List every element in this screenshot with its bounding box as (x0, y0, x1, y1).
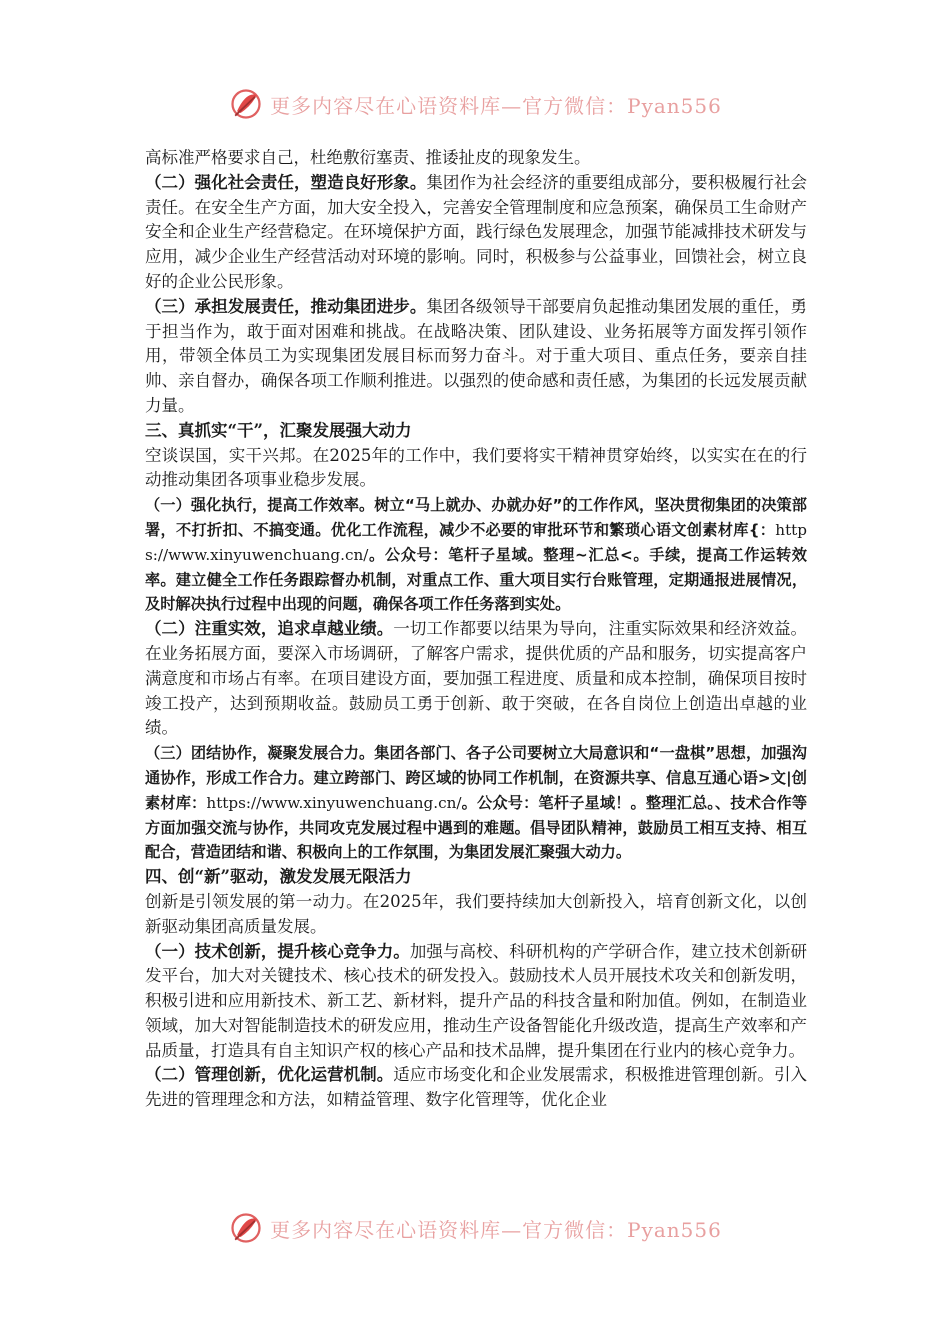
footer-watermark-banner (0, 1208, 950, 1248)
watermark-text: 更多内容尽在心语资料库—官方微信：Pyan556 (270, 1217, 722, 1242)
paragraph-lead: （二）管理创新，优化运营机制。 (145, 1065, 394, 1085)
header-watermark-banner (0, 84, 950, 124)
paragraph: （三）承担发展责任，推动集团进步。集团各级领导干部要肩负起推动集团发展的重任，勇于担当作为，敢于面对困难和挑战。在战略决策、团队建设、业务拓展等方面发挥引领作用，带领全体员工为实现集团发展目标而努力奋斗。对于重大项目、重点任务，要亲自挂帅、亲自督办，确保各项工作顺利推进。以强烈的使命感和责任感，为集团的长远发展贡献力量。 (145, 296, 808, 415)
source-url: https://www.xinyuwenchuang.cn/ (145, 520, 807, 564)
paragraph: （三）团结协作，凝聚发展合力。集团各部门、各子公司要树立大局意识和“一盘棋”思想，加强沟通协作，形成工作合力。建立跨部门、跨区域的协同工作机制，在资源共享、信息互通心语>文|创素材库：https://www.xinyuwenchuang.cn/。公众号：笔杆子星域！。整理汇总。、技术合作等方面加强交流与协作，共同攻克发展过程中遇到的难题。倡导团队精神，鼓励员工相互支持、相互配合，营造团结和谐、积极向上的工作氛围，为集团发展汇聚强大动力。 (145, 744, 808, 862)
paragraph: 创新是引领发展的第一动力。在2025年，我们要持续加大创新投入，培育创新文化，以创新驱动集团高质量发展。 (145, 891, 807, 936)
source-url: https://www.xinyuwenchuang.cn/ (206, 793, 462, 812)
paragraph: 高标准严格要求自己，杜绝敷衍塞责、推诿扯皮的现象发生。 (145, 148, 591, 167)
section-heading: 四、创“新”驱动，激发发展无限活力 (145, 867, 412, 887)
paragraph: （二）管理创新，优化运营机制。适应市场变化和企业发展需求，积极推进管理创新。引入先进的管理理念和方法，如精益管理、数字化管理等，优化企业 (145, 1065, 808, 1110)
watermark-text: 更多内容尽在心语资料库—官方微信：Pyan556 (270, 93, 722, 118)
section-heading: 三、真抓实“干”，汇聚发展强大动力 (145, 420, 412, 440)
paragraph-lead: （二）注重实效，追求卓越业绩。 (145, 619, 394, 639)
watermark-logo-icon (228, 1210, 264, 1246)
paragraph: （一）技术创新，提升核心竞争力。加强与高校、科研机构的产学研合作，建立技术创新研发平台，加大对关键技术、核心技术的研发投入。鼓励技术人员开展技术攻关和创新发明，积极引进和应用新技术、新工艺、新材料，提升产品的科技含量和附加值。例如，在制造业领域，加大对智能制造技术的研发应用，推动生产设备智能化升级改造，提高生产效率和产品质量，打造具有自主知识产权的核心产品和技术品牌，提升集团在行业内的核心竞争力。 (145, 941, 808, 1060)
paragraph-lead: （二）强化社会责任，塑造良好形象。 (145, 172, 427, 192)
paragraph: （二）强化社会责任，塑造良好形象。集团作为社会经济的重要组成部分，要积极履行社会责任。在安全生产方面，加大安全投入，完善安全管理制度和应急预案，确保员工生命财产安全和企业生产经营稳定。在环境保护方面，践行绿色发展理念，加强节能减排技术研发与应用，减少企业生产经营活动对环境的影响。同时，积极参与公益事业，回馈社会，树立良好的企业公民形象。 (145, 172, 808, 291)
document-body (145, 146, 807, 1113)
paragraph: （二）注重实效，追求卓越业绩。一切工作都要以结果为导向，注重实际效果和经济效益。在业务拓展方面，要深入市场调研，了解客户需求，提供优质的产品和服务，切实提高客户满意度和市场占有率。在项目建设方面，要加强工程进度、质量和成本控制，确保项目按时竣工投产，达到预期收益。鼓励员工勇于创新、敢于突破，在各自岗位上创造出卓越的业绩。 (145, 619, 808, 738)
paragraph: 空谈误国，实干兴邦。在2025年的工作中，我们要将实干精神贯穿始终，以实实在在的行动推动集团各项事业稳步发展。 (145, 445, 807, 490)
paragraph-lead: （三）承担发展责任，推动集团进步。 (145, 296, 427, 316)
paragraph: （一）强化执行，提高工作效率。树立“马上就办、办就办好”的工作作风，坚决贯彻集团的决策部署，不打折扣、不搞变通。优化工作流程，减少不必要的审批环节和繁琐心语文创素材库{：https://www.xinyuwenchuang.cn/。公众号：笔杆子星域。整理~汇总<。手续，提高工作运转效率。建立健全工作任务跟踪督办机制，对重点工作、重大项目实行台账管理，定期通报进展情况，及时解决执行过程中出现的问题，确保各项工作任务落到实处。 (145, 496, 807, 614)
paragraph-lead: （一）技术创新，提升核心竞争力。 (145, 941, 410, 961)
watermark-logo-icon (228, 86, 264, 122)
